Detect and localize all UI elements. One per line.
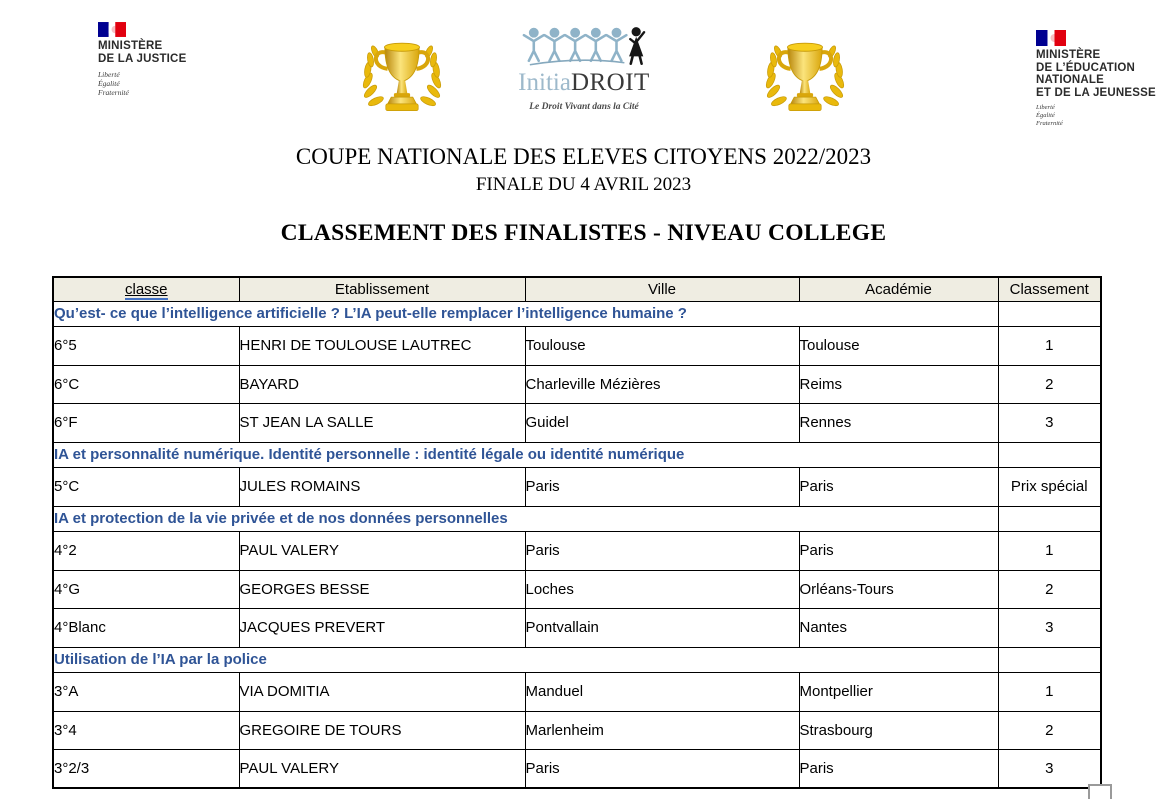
table-row bbox=[53, 711, 1101, 750]
cell-etablissement: PAUL VALERY bbox=[239, 532, 525, 571]
ministry-line: DE L’ÉDUCATION bbox=[1036, 61, 1136, 74]
table-row bbox=[53, 570, 1101, 609]
cell-ville: Marlenheim bbox=[525, 711, 799, 750]
cell-classe: 6°F bbox=[53, 404, 239, 443]
header-cell-classement: Classement bbox=[998, 277, 1101, 301]
cell-academie: Nantes bbox=[799, 609, 998, 648]
cell-classement: 1 bbox=[998, 673, 1101, 712]
cell-classement: 1 bbox=[998, 532, 1101, 571]
cell-ville: Pontvallain bbox=[525, 609, 799, 648]
section-title: IA et personnalité numérique. Identité personnelle : identité légale ou identité numérique bbox=[53, 442, 998, 468]
cell-classement: 2 bbox=[998, 711, 1101, 750]
cell-ville: Manduel bbox=[525, 673, 799, 712]
cell-etablissement: ST JEAN LA SALLE bbox=[239, 404, 525, 443]
trophy-icon bbox=[357, 29, 447, 123]
section-rank-spacer bbox=[998, 301, 1101, 327]
cell-ville: Guidel bbox=[525, 404, 799, 443]
table-row bbox=[53, 532, 1101, 571]
cell-etablissement: BAYARD bbox=[239, 365, 525, 404]
cell-ville: Toulouse bbox=[525, 327, 799, 366]
motto-line: Égalité bbox=[1036, 112, 1055, 119]
people-chain-icon bbox=[520, 26, 648, 68]
cell-ville: Loches bbox=[525, 570, 799, 609]
cell-academie: Paris bbox=[799, 532, 998, 571]
initiadroit-name-dark: DROIT bbox=[570, 69, 650, 96]
motto-line: Égalité bbox=[98, 79, 120, 88]
cell-academie: Toulouse bbox=[799, 327, 998, 366]
cell-classement: 3 bbox=[998, 609, 1101, 648]
cell-etablissement: HENRI DE TOULOUSE LAUTREC bbox=[239, 327, 525, 366]
cell-academie: Paris bbox=[799, 750, 998, 789]
table-header bbox=[53, 277, 1101, 301]
section-heading: CLASSEMENT DES FINALISTES - NIVEAU COLLEGE bbox=[280, 220, 887, 246]
initiadroit-wordmark bbox=[510, 70, 658, 96]
ministry-line: NATIONALE bbox=[1036, 74, 1105, 86]
french-flag-icon bbox=[1036, 30, 1066, 46]
cell-classe: 4°Blanc bbox=[53, 609, 239, 648]
cell-classement: 2 bbox=[998, 365, 1101, 404]
header-cell-classe bbox=[53, 277, 239, 301]
table-row bbox=[53, 468, 1101, 507]
table-row bbox=[53, 673, 1101, 712]
logo-ministere-education bbox=[1036, 30, 1161, 128]
cell-classement: 3 bbox=[998, 750, 1101, 789]
cell-ville: Charleville Mézières bbox=[525, 365, 799, 404]
table-body bbox=[53, 301, 1101, 788]
trophy-icon bbox=[760, 29, 850, 123]
table-row bbox=[53, 327, 1101, 366]
ministry-line: ET DE LA JEUNESSE bbox=[1036, 86, 1156, 99]
section-rank-spacer bbox=[998, 647, 1101, 673]
cell-classe: 6°5 bbox=[53, 327, 239, 366]
cell-classement: 2 bbox=[998, 570, 1101, 609]
section-title: IA et protection de la vie privée et de nos données personnelles bbox=[53, 506, 998, 532]
cell-ville: Paris bbox=[525, 532, 799, 571]
section-row-0 bbox=[53, 301, 1101, 327]
cell-academie: Montpellier bbox=[799, 673, 998, 712]
cell-classe: 4°G bbox=[53, 570, 239, 609]
document-title: COUPE NATIONALE DES ELEVES CITOYENS 2022/2023 bbox=[295, 144, 872, 169]
cell-classement: Prix spécial bbox=[998, 468, 1101, 507]
cell-academie: Paris bbox=[799, 468, 998, 507]
cell-etablissement: GEORGES BESSE bbox=[239, 570, 525, 609]
logo-initiadroit bbox=[510, 26, 658, 112]
cell-ville: Paris bbox=[525, 750, 799, 789]
section-row-1 bbox=[53, 442, 1101, 468]
section-rank-spacer bbox=[998, 442, 1101, 468]
header-cell-ville: Ville bbox=[525, 277, 799, 301]
cell-classe: 5°C bbox=[53, 468, 239, 507]
initiadroit-tagline: Le Droit Vivant dans la Cité bbox=[529, 102, 639, 112]
cell-classement: 3 bbox=[998, 404, 1101, 443]
table-row bbox=[53, 365, 1101, 404]
cell-academie: Orléans-Tours bbox=[799, 570, 998, 609]
header-label-classe: classe bbox=[124, 280, 168, 298]
table-row bbox=[53, 750, 1101, 789]
ministry-line: DE LA JUSTICE bbox=[98, 52, 187, 65]
table-row bbox=[53, 609, 1101, 648]
cell-academie: Strasbourg bbox=[799, 711, 998, 750]
cell-ville: Paris bbox=[525, 468, 799, 507]
header-cell-academie: Académie bbox=[799, 277, 998, 301]
cell-classe: 4°2 bbox=[53, 532, 239, 571]
cell-academie: Reims bbox=[799, 365, 998, 404]
motto-line: Liberté bbox=[1036, 104, 1055, 111]
selection-handle-square bbox=[1088, 784, 1112, 799]
cell-etablissement: VIA DOMITIA bbox=[239, 673, 525, 712]
cell-etablissement: PAUL VALERY bbox=[239, 750, 525, 789]
cell-etablissement: JULES ROMAINS bbox=[239, 468, 525, 507]
section-row-3 bbox=[53, 647, 1101, 673]
motto-line: Fraternité bbox=[1036, 120, 1063, 127]
ministry-line: MINISTÈRE bbox=[98, 40, 163, 52]
motto-line: Liberté bbox=[98, 70, 120, 79]
section-rank-spacer bbox=[998, 506, 1101, 532]
table-row bbox=[53, 404, 1101, 443]
cell-etablissement: GREGOIRE DE TOURS bbox=[239, 711, 525, 750]
initiadroit-name-light: Initia bbox=[518, 69, 571, 96]
cell-classe: 3°4 bbox=[53, 711, 239, 750]
section-row-2 bbox=[53, 506, 1101, 532]
header-cell-etablissement: Etablissement bbox=[239, 277, 525, 301]
cell-academie: Rennes bbox=[799, 404, 998, 443]
logo-ministere-justice bbox=[98, 22, 218, 97]
cell-classe: 3°A bbox=[53, 673, 239, 712]
results-table bbox=[52, 276, 1102, 789]
section-title: Utilisation de l’IA par la police bbox=[53, 647, 998, 673]
cell-classement: 1 bbox=[998, 327, 1101, 366]
ministry-line: MINISTÈRE bbox=[1036, 49, 1101, 61]
cell-classe: 6°C bbox=[53, 365, 239, 404]
motto-line: Fraternité bbox=[98, 88, 129, 97]
french-flag-icon bbox=[98, 22, 126, 37]
header-row bbox=[53, 277, 1101, 301]
cell-classe: 3°2/3 bbox=[53, 750, 239, 789]
section-title: Qu’est- ce que l’intelligence artificielle ? L’IA peut-elle remplacer l’intelligence humaine ? bbox=[53, 301, 998, 327]
cell-etablissement: JACQUES PREVERT bbox=[239, 609, 525, 648]
document-subtitle: FINALE DU 4 AVRIL 2023 bbox=[475, 174, 692, 195]
